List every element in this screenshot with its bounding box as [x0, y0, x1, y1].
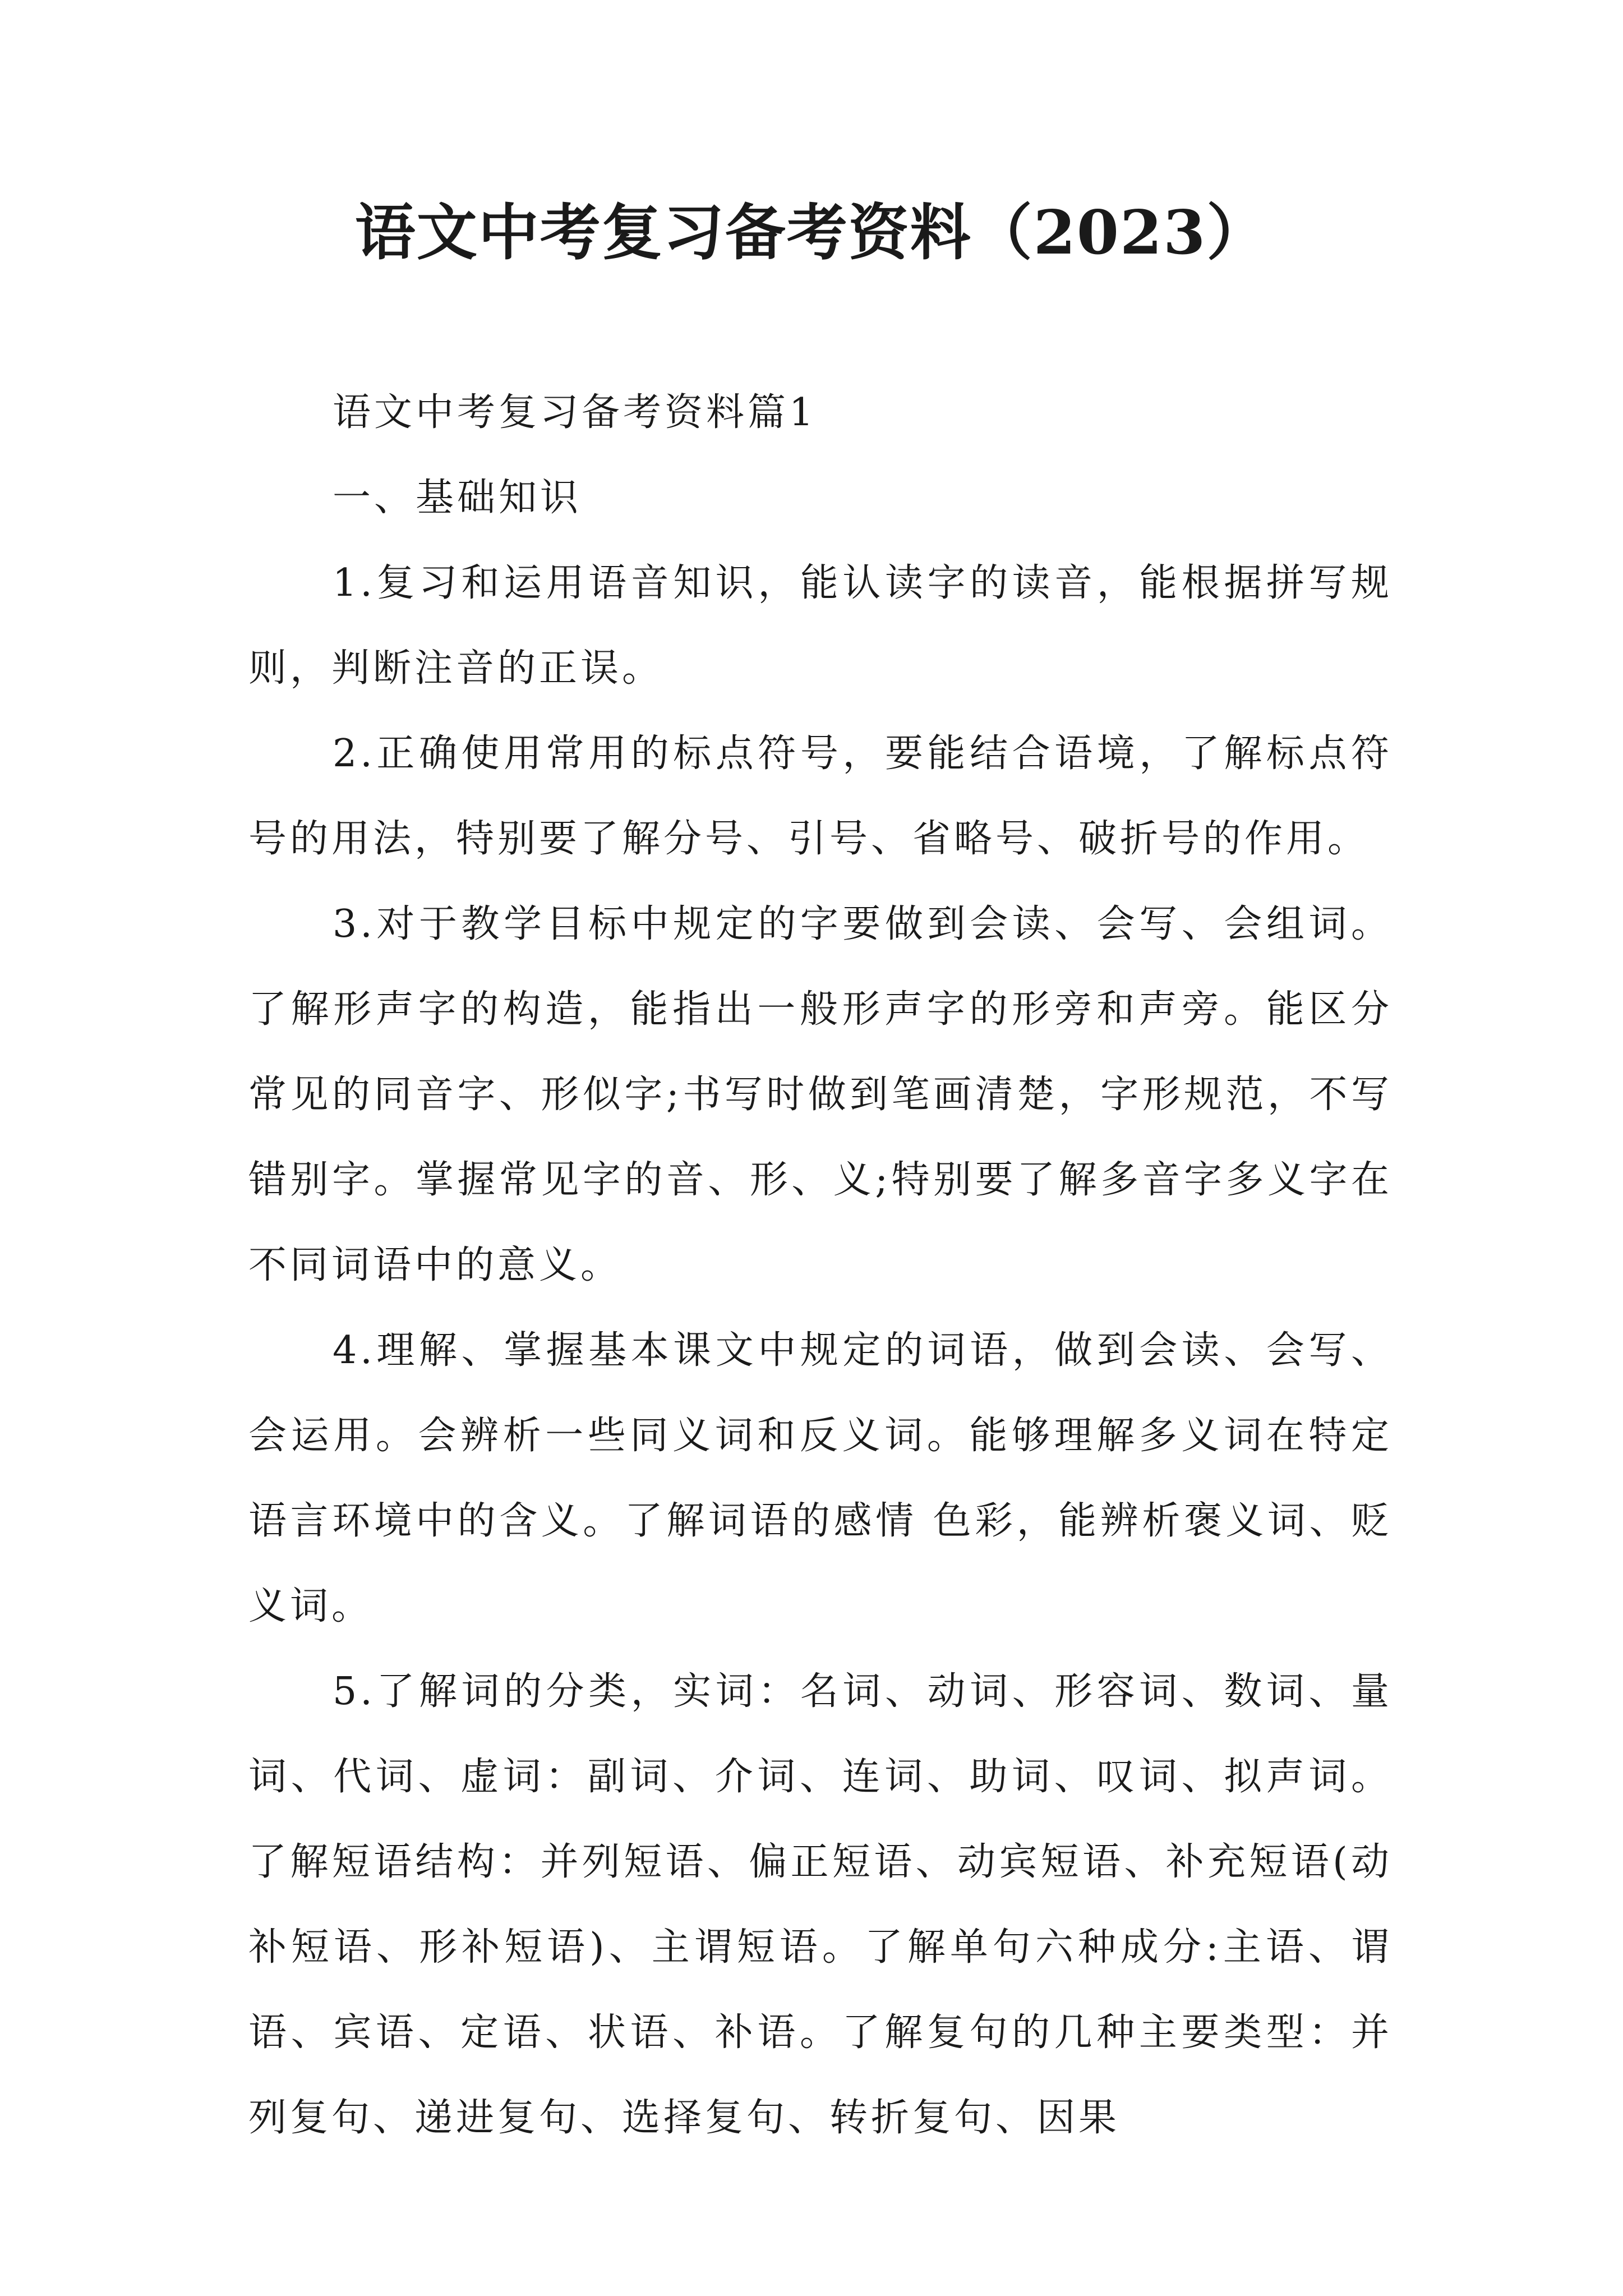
paragraph-item-5: 5.了解词的分类，实词：名词、动词、形容词、数词、量词、代词、虚词：副词、介词、连词、助词、叹词、拟声词。了解短语结构：并列短语、偏正短语、动宾短语、补充短语(动补短语、形补短语)、主谓短语。了解单句六种成分:主语、谓语、宾语、定语、状语、补语。了解复句的几种主要类型：并列复句、递进复句、选择复句、转折复句、因果 [248, 1669, 1393, 2140]
paragraph-item-2: 2.正确使用常用的标点符号，要能结合语境，了解标点符号的用法，特别要了解分号、引号、省略号、破折号的作用。 [248, 731, 1393, 861]
paragraph-item-4: 4.理解、掌握基本课文中规定的词语，做到会读、会写、会运用。会辨析一些同义词和反义词。能够理解多义词在特定语言环境中的含义。了解词语的感情 色彩，能辨析褒义词、贬义词。 [248, 1328, 1393, 1628]
paragraph-item-1: 1.复习和运用语音知识，能认读字的读音，能根据拼写规则，判断注音的正误。 [248, 561, 1393, 691]
section-heading: 语文中考复习备考资料篇1 [333, 390, 817, 435]
document-title: 语文中考复习备考资料（2023） [354, 197, 1269, 268]
paragraph-item-3: 3.对于教学目标中规定的字要做到会读、会写、会组词。了解形声字的构造，能指出一般形声字的形旁和声旁。能区分常见的同音字、形似字;书写时做到笔画清楚，字形规范，不写错别字。掌握常见字的音、形、义;特别要了解多音字多义字在不同词语中的意义。 [248, 902, 1393, 1287]
document-body [248, 370, 1393, 2161]
subsection-heading: 一、基础知识 [333, 476, 582, 520]
